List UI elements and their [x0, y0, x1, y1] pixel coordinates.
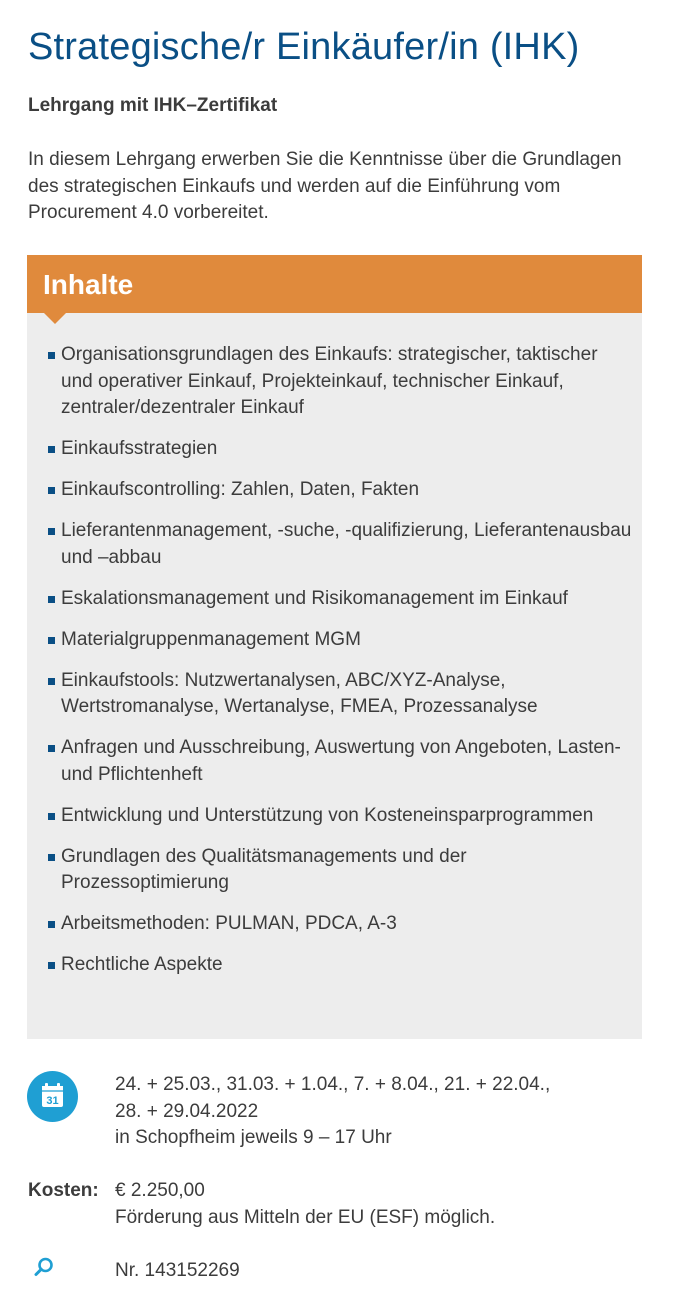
header-pointer — [44, 313, 66, 324]
contents-list — [47, 342, 632, 993]
list-item — [47, 342, 632, 422]
list-item — [47, 627, 632, 654]
dates-line: 24. + 25.03., 31.03. + 1.04., 7. + 8.04., 21. + 22.04., — [115, 1074, 551, 1095]
contents-heading: Inhalte — [43, 269, 134, 300]
costs-funding-note: Förderung aus Mitteln der EU (ESF) möglich. — [115, 1206, 496, 1228]
search-icon-graphic — [33, 1256, 55, 1278]
list-item — [47, 518, 632, 571]
list-item — [47, 911, 632, 938]
calendar-day: 31 — [46, 1095, 59, 1107]
course-number: Nr. 143152269 — [115, 1260, 240, 1281]
list-item-text: Einkaufsstrategien — [61, 438, 218, 459]
bullet-icon — [48, 962, 55, 969]
course-dates — [115, 1072, 635, 1152]
bullet-icon — [48, 528, 55, 535]
list-item-text: Organisationsgrundlagen des Einkaufs: strategischer, taktischer und operativer Einkauf, Projekteinkauf, technischer Einkauf, zentraler/dezentraler Einkauf — [61, 344, 598, 418]
costs-details — [115, 1178, 495, 1231]
course-intro: In diesem Lehrgang erwerben Sie die Kenntnisse über die Grundlagen des strategischen Einkaufs und werden auf die Einführung vom Procurement 4.0 vorbereitet. — [28, 149, 622, 223]
list-item-text: Rechtliche Aspekte — [61, 954, 223, 975]
list-item — [47, 735, 632, 788]
list-item-text: Grundlagen des Qualitätsmanagements und der Prozessoptimierung — [61, 845, 467, 893]
list-item-text: Materialgruppenmanagement MGM — [61, 628, 361, 650]
bullet-icon — [48, 678, 55, 685]
bullet-icon — [48, 487, 55, 494]
list-item-text: Anfragen und Ausschreibung, Auswertung von Angeboten, Lasten- und Pflichtenheft — [61, 737, 621, 785]
bullet-icon — [48, 637, 55, 644]
list-item — [47, 586, 632, 613]
list-item-text: Lieferantenmanagement, -suche, -qualifizierung, Lieferantenausbau und –abbau — [61, 520, 632, 568]
list-item-text: Eskalationsmanagement und Risikomanagement im Einkauf — [61, 587, 568, 609]
list-item — [47, 436, 632, 463]
list-item-text: Entwicklung und Unterstützung von Kosteneinsparprogrammen — [61, 804, 594, 826]
costs-price: € 2.250,00 — [115, 1180, 205, 1201]
list-item — [47, 952, 632, 979]
bullet-icon — [48, 854, 55, 861]
list-item — [47, 668, 632, 721]
contents-box — [27, 255, 642, 1039]
list-item-text: Arbeitsmethoden: PULMAN, PDCA, A-3 — [61, 913, 397, 934]
page-title: Strategische/r Einkäufer/in (IHK) — [28, 26, 580, 68]
course-subtitle: Lehrgang mit IHK–Zertifikat — [28, 95, 278, 116]
list-item-text: Einkaufscontrolling: Zahlen, Daten, Fakten — [61, 479, 420, 500]
bullet-icon — [48, 446, 55, 453]
search-icon[interactable] — [33, 1256, 55, 1278]
list-item — [47, 844, 632, 897]
list-item-text: Einkaufstools: Nutzwertanalysen, ABC/XYZ-Analyse, Wertstromanalyse, Wertanalyse, FMEA, Prozessanalyse — [61, 669, 538, 717]
bullet-icon — [48, 921, 55, 928]
costs-label: Kosten: — [28, 1180, 99, 1201]
bullet-icon — [48, 596, 55, 603]
bullet-icon — [48, 813, 55, 820]
list-item — [47, 477, 632, 504]
calendar-icon — [27, 1071, 78, 1122]
bullet-icon — [48, 352, 55, 359]
list-item — [47, 803, 632, 830]
location-time-line: in Schopfheim jeweils 9 – 17 Uhr — [115, 1127, 392, 1148]
contents-header — [27, 255, 642, 313]
calendar-icon-graphic — [27, 1071, 78, 1122]
dates-line: 28. + 29.04.2022 — [115, 1100, 259, 1122]
bullet-icon — [48, 745, 55, 752]
